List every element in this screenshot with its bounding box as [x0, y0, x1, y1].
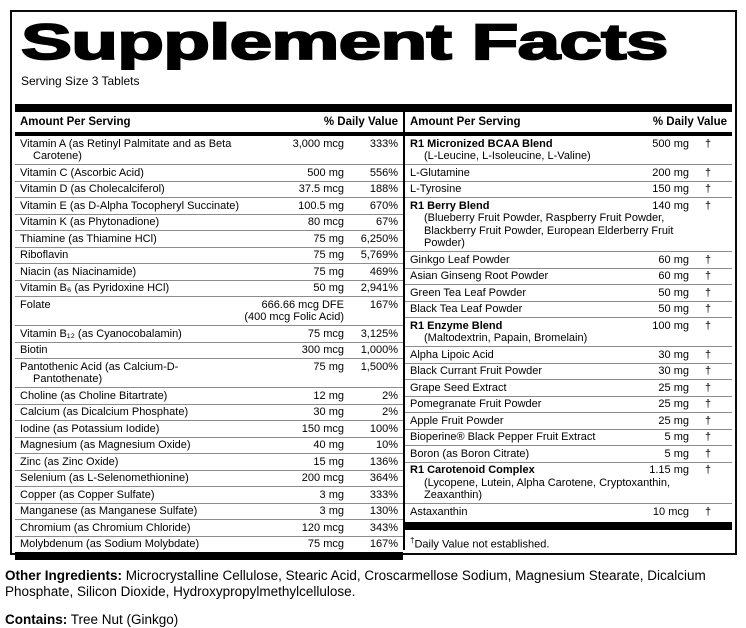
amount-value: 25 mg — [658, 381, 689, 394]
table-row — [15, 342, 403, 359]
left-column — [15, 112, 403, 550]
right-column — [405, 112, 732, 550]
ingredient-name: Vitamin K (as Phytonadione) — [20, 216, 160, 228]
row-main-line — [20, 266, 398, 279]
row-main-line — [20, 456, 398, 469]
table-row — [15, 164, 403, 181]
daily-value: † — [704, 365, 712, 377]
bottom-divider-bar-right — [405, 522, 732, 530]
table-row — [405, 268, 732, 285]
ingredient-name: Pantothenic Acid (as Calcium-D-Pantothenate) — [20, 360, 179, 385]
daily-value: 469% — [369, 265, 398, 278]
contains-label: Contains: — [5, 612, 68, 627]
table-row — [405, 412, 732, 429]
ingredient-name: Copper (as Copper Sulfate) — [20, 488, 155, 501]
row-main-line — [20, 423, 398, 436]
table-row — [15, 470, 403, 487]
row-main-line — [20, 538, 398, 551]
ingredient-name: R1 Micronized BCAA Blend — [410, 137, 553, 150]
table-row — [405, 284, 732, 301]
amount-value: 50 mg — [313, 282, 344, 294]
ingredient-name: Calcium (as Dicalcium Phosphate) — [20, 406, 189, 418]
row-main-line — [410, 382, 727, 395]
daily-value: 1,000% — [360, 344, 398, 356]
table-row — [405, 346, 732, 363]
row-main-line — [20, 299, 398, 324]
table-row — [405, 429, 732, 446]
dagger-symbol: † — [410, 535, 415, 545]
table-row — [15, 437, 403, 454]
table-row — [15, 536, 403, 553]
other-ingredients-text: Microcrystalline Cellulose, Stearic Acid, Croscarmellose Sodium, Magnesium Stearate, Dicalcium Phosphate, Silicon Dioxide, Hydroxypropylmethylcellulose. — [5, 568, 706, 599]
row-main-line — [410, 464, 727, 477]
daily-value: † — [704, 447, 712, 460]
ingredient-name: R1 Carotenoid Complex — [410, 464, 535, 476]
amount-value: 5 mg — [664, 431, 689, 443]
right-rows — [405, 136, 732, 520]
daily-value: † — [704, 199, 712, 212]
ingredient-name: Vitamin A (as Retinyl Palmitate and as Beta Carotene) — [20, 137, 232, 162]
amount-value: 300 mcg — [301, 344, 344, 356]
ingredient-name: Thiamine (as Thiamine HCl) — [20, 232, 157, 245]
row-main-line — [410, 398, 727, 411]
table-row — [15, 263, 403, 280]
row-main-line — [20, 472, 398, 485]
row-main-line — [20, 233, 398, 246]
row-main-line — [410, 200, 727, 213]
row-main-line — [410, 365, 727, 378]
ingredient-name: Chromium (as Chromium Chloride) — [20, 521, 191, 534]
daily-value: 333% — [369, 488, 398, 501]
right-column-header — [405, 112, 732, 132]
amount-value: 120 mcg — [301, 521, 344, 534]
amount-value: 100 mg — [652, 319, 689, 332]
table-row — [405, 181, 732, 198]
left-rows — [15, 136, 403, 552]
table-row — [15, 296, 403, 325]
amount-value: 5 mg — [664, 447, 689, 460]
table-row — [405, 164, 732, 181]
contains-statement — [5, 612, 720, 628]
amount-value: 30 mg — [658, 348, 689, 361]
table-row — [15, 230, 403, 247]
table-row — [405, 317, 732, 346]
row-main-line — [20, 216, 398, 229]
daily-value: † — [704, 303, 712, 315]
ingredient-name: Black Currant Fruit Powder — [410, 365, 543, 377]
daily-value: 167% — [369, 538, 398, 550]
table-row — [405, 136, 732, 164]
daily-value: 364% — [369, 472, 398, 484]
row-main-line — [410, 448, 727, 461]
ingredient-name: R1 Berry Blend — [410, 199, 490, 212]
daily-value: † — [704, 319, 712, 332]
row-main-line — [410, 303, 727, 316]
ingredient-components: (Maltodextrin, Papain, Bromelain) — [424, 332, 588, 344]
row-main-line — [410, 270, 727, 283]
column-header-amount: Amount Per Serving — [20, 116, 131, 128]
amount-value: 50 mg — [658, 303, 689, 315]
daily-value: † — [704, 381, 712, 394]
table-row — [405, 197, 732, 251]
row-main-line — [410, 287, 727, 300]
ingredient-name: Astaxanthin — [410, 505, 468, 518]
daily-value: † — [704, 348, 712, 361]
daily-value: 2% — [382, 389, 398, 402]
daily-value: 100% — [369, 422, 398, 435]
ingredient-name: Vitamin E (as D-Alpha Tocopheryl Succinate) — [20, 199, 240, 212]
amount-value: 25 mg — [658, 398, 689, 410]
daily-value: 556% — [369, 166, 398, 179]
ingredient-name: Pomegranate Fruit Powder — [410, 398, 542, 410]
row-main-line — [410, 506, 727, 519]
daily-value: 130% — [369, 505, 398, 517]
table-row — [405, 503, 732, 520]
daily-value: † — [704, 166, 712, 179]
ingredient-name: Biotin — [20, 344, 48, 356]
table-row — [405, 363, 732, 380]
row-main-line — [20, 249, 398, 262]
ingredient-name: Molybdenum (as Sodium Molybdate) — [20, 538, 200, 550]
ingredient-name: Grape Seed Extract — [410, 381, 507, 394]
ingredient-name: Alpha Lipoic Acid — [410, 348, 494, 361]
row-main-line — [20, 328, 398, 341]
ingredient-name: Vitamin B₆ (as Pyridoxine HCl) — [20, 282, 170, 294]
amount-value: 200 mg — [652, 166, 689, 179]
amount-value: 75 mcg — [307, 538, 344, 550]
amount-value: 3 mg — [319, 488, 344, 501]
footnote-text: Daily Value not established. — [414, 538, 550, 551]
amount-value: 37.5 mcg — [298, 183, 344, 195]
ingredient-name: Vitamin D (as Cholecalciferol) — [20, 183, 165, 195]
daily-value: † — [704, 505, 712, 518]
daily-value: † — [704, 464, 712, 476]
amount-value: 25 mg — [658, 414, 689, 427]
amount-value: 140 mg — [652, 199, 689, 212]
ingredient-name: Bioperine® Black Pepper Fruit Extract — [410, 431, 596, 443]
amount-value: 666.66 mcg DFE (400 mcg Folic Acid) — [244, 298, 344, 323]
daily-value: † — [704, 253, 712, 266]
row-main-line — [410, 349, 727, 362]
table-row — [15, 214, 403, 231]
ingredient-components: (L-Leucine, L-Isoleucine, L-Valine) — [424, 150, 591, 162]
amount-value: 30 mg — [313, 406, 344, 418]
daily-value: 10% — [375, 439, 398, 451]
amount-value: 200 mcg — [301, 472, 344, 484]
table-row — [15, 387, 403, 404]
daily-value: † — [704, 270, 712, 282]
amount-value: 3 mg — [319, 505, 344, 517]
ingredient-name: Niacin (as Niacinamide) — [20, 265, 137, 278]
amount-value: 75 mg — [313, 360, 344, 373]
table-row — [15, 247, 403, 264]
ingredient-name: Apple Fruit Powder — [410, 414, 504, 427]
amount-value: 40 mg — [313, 439, 344, 451]
daily-value: 67% — [375, 216, 398, 228]
ingredient-name: Zinc (as Zinc Oxide) — [20, 455, 119, 468]
ingredient-name: Ginkgo Leaf Powder — [410, 253, 510, 266]
daily-value: 343% — [369, 521, 398, 534]
daily-value: 188% — [369, 183, 398, 195]
ingredient-name: L-Tyrosine — [410, 183, 462, 195]
table-row — [15, 358, 403, 387]
table-row — [405, 445, 732, 462]
ingredient-name: Boron (as Boron Citrate) — [410, 447, 530, 460]
row-main-line — [20, 138, 398, 163]
daily-value: † — [704, 183, 712, 195]
ingredient-name: Selenium (as L-Selenomethionine) — [20, 472, 189, 484]
daily-value: † — [704, 286, 712, 299]
amount-value: 75 mg — [313, 265, 344, 278]
daily-value: 5,769% — [360, 249, 398, 261]
daily-value: 167% — [369, 298, 398, 311]
ingredient-name: Folate — [20, 298, 51, 311]
table-row — [15, 453, 403, 470]
row-main-line — [20, 183, 398, 196]
amount-value: 30 mg — [658, 365, 689, 377]
supplement-facts-panel — [10, 10, 737, 555]
row-main-line — [20, 439, 398, 452]
ingredient-name: Riboflavin — [20, 249, 69, 261]
table-row — [15, 420, 403, 437]
row-main-line — [20, 390, 398, 403]
table-row — [15, 197, 403, 214]
daily-value: † — [704, 137, 712, 150]
amount-value: 150 mcg — [301, 422, 344, 435]
amount-value: 10 mcg — [652, 505, 689, 518]
ingredient-name: Asian Ginseng Root Powder — [410, 270, 549, 282]
row-main-line — [20, 282, 398, 295]
amount-value: 100.5 mg — [298, 199, 344, 212]
table-row — [15, 181, 403, 198]
column-header-amount: Amount Per Serving — [410, 116, 521, 128]
row-main-line — [20, 200, 398, 213]
amount-value: 75 mg — [313, 249, 344, 261]
row-main-line — [20, 361, 398, 386]
ingredient-name: L-Glutamine — [410, 166, 470, 179]
amount-value: 50 mg — [658, 286, 689, 299]
contains-text: Tree Nut (Ginkgo) — [70, 612, 179, 627]
table-row — [15, 503, 403, 520]
row-main-line — [410, 431, 727, 444]
amount-value: 500 mg — [307, 166, 344, 179]
table-row — [15, 280, 403, 297]
daily-value: 2,941% — [360, 282, 398, 294]
table-row — [405, 396, 732, 413]
daily-value: 3,125% — [360, 327, 398, 340]
bottom-divider-bar-left — [15, 552, 403, 560]
ingredient-name: Green Tea Leaf Powder — [410, 286, 526, 299]
table-row — [15, 136, 403, 164]
amount-value: 75 mg — [313, 232, 344, 245]
daily-value: 6,250% — [360, 232, 398, 245]
ingredient-name: Vitamin B₁₂ (as Cyanocobalamin) — [20, 327, 182, 340]
ingredient-components: (Blueberry Fruit Powder, Raspberry Fruit Powder, Blackberry Fruit Powder, European Elderberry Fruit Powder) — [424, 212, 674, 249]
amount-value: 3,000 mcg — [292, 137, 344, 150]
daily-value: 333% — [369, 137, 398, 150]
footer-statements — [5, 568, 720, 628]
column-header-daily-value: % Daily Value — [323, 116, 398, 128]
daily-value: 1,500% — [360, 360, 398, 373]
other-ingredients-statement — [5, 568, 720, 600]
row-main-line — [20, 344, 398, 357]
top-divider-bar — [15, 104, 732, 112]
facts-columns — [15, 112, 732, 550]
daily-value: † — [704, 431, 712, 443]
daily-value: † — [704, 414, 712, 427]
ingredient-name: Choline (as Choline Bitartrate) — [20, 389, 168, 402]
row-main-line — [410, 415, 727, 428]
table-row — [405, 251, 732, 268]
daily-value: 670% — [369, 199, 398, 212]
amount-value: 12 mg — [313, 389, 344, 402]
row-main-line — [410, 183, 727, 196]
daily-value: 136% — [369, 455, 398, 468]
table-row — [15, 519, 403, 536]
ingredient-name: Black Tea Leaf Powder — [410, 303, 523, 315]
row-main-line — [410, 254, 727, 267]
amount-value: 75 mcg — [307, 327, 344, 340]
ingredient-name: Iodine (as Potassium Iodide) — [20, 422, 160, 435]
serving-size: Serving Size 3 Tablets — [21, 74, 140, 88]
ingredient-name: Vitamin C (Ascorbic Acid) — [20, 166, 144, 179]
ingredient-name: Magnesium (as Magnesium Oxide) — [20, 439, 191, 451]
daily-value: † — [704, 398, 712, 410]
column-header-daily-value: % Daily Value — [652, 116, 727, 128]
amount-value: 15 mg — [313, 455, 344, 468]
row-main-line — [20, 505, 398, 518]
row-main-line — [20, 522, 398, 535]
table-row — [15, 325, 403, 342]
other-ingredients-label: Other Ingredients: — [5, 568, 123, 583]
panel-title: Supplement Facts — [21, 14, 668, 70]
table-row — [15, 486, 403, 503]
row-main-line — [20, 167, 398, 180]
table-row — [405, 379, 732, 396]
row-main-line — [410, 167, 727, 180]
left-column-header — [15, 112, 403, 132]
amount-value: 60 mg — [658, 270, 689, 282]
table-row — [405, 462, 732, 504]
row-main-line — [410, 320, 727, 333]
daily-value-footnote — [405, 530, 732, 552]
amount-value: 150 mg — [652, 183, 689, 195]
amount-value: 60 mg — [658, 253, 689, 266]
daily-value: 2% — [382, 406, 398, 418]
row-main-line — [410, 138, 727, 151]
ingredient-name: Manganese (as Manganese Sulfate) — [20, 505, 198, 517]
amount-value: 1.15 mg — [649, 464, 689, 476]
row-main-line — [20, 406, 398, 419]
amount-value: 80 mcg — [307, 216, 344, 228]
ingredient-components: (Lycopene, Lutein, Alpha Carotene, Cryptoxanthin, Zeaxanthin) — [424, 476, 671, 501]
amount-value: 500 mg — [652, 137, 689, 150]
table-row — [15, 404, 403, 421]
row-main-line — [20, 489, 398, 502]
ingredient-name: R1 Enzyme Blend — [410, 319, 503, 332]
table-row — [405, 301, 732, 318]
